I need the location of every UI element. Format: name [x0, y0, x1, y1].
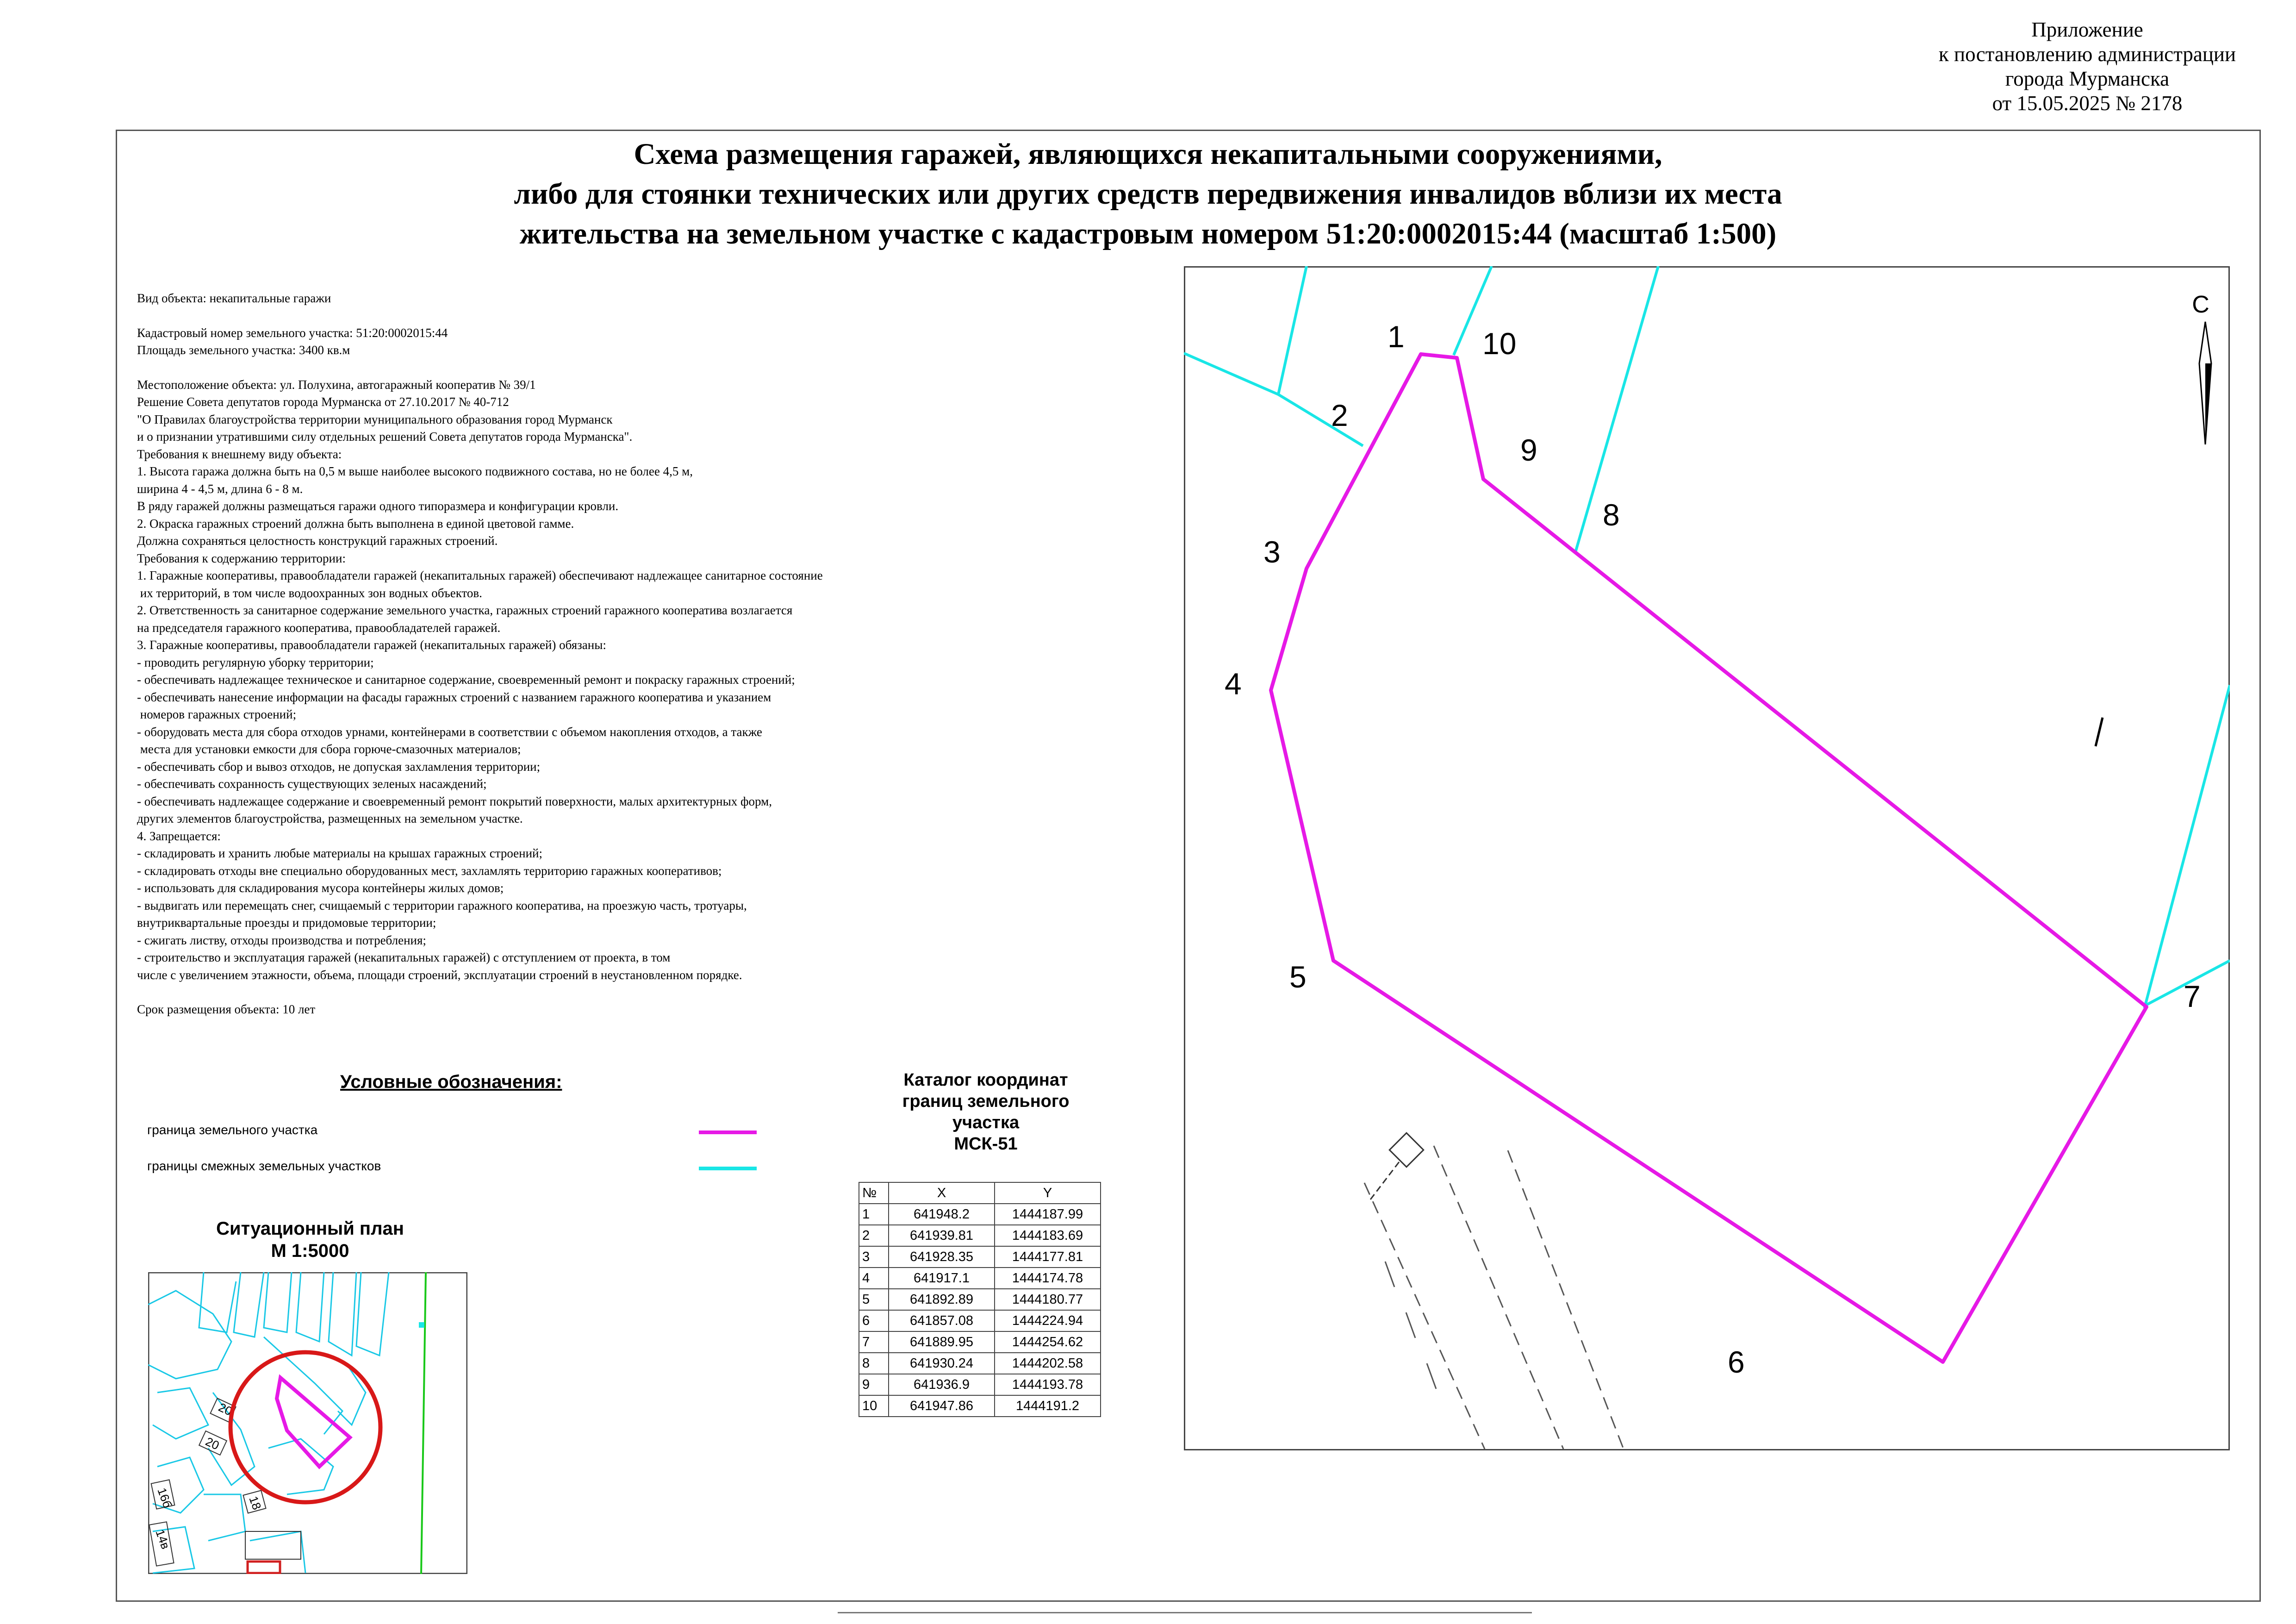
description-line: - обеспечивать сбор и вывоз отходов, не допуская захламления территории; [137, 759, 541, 774]
description-line [137, 984, 1086, 1001]
description-line: - складировать отходы вне специально оборудованных мест, захламлять территорию гаражных кооперативов; [137, 863, 722, 878]
catalog-title-line: МСК-51 [954, 1134, 1018, 1154]
y-coordinate-cell: 1444174.78 [995, 1268, 1101, 1289]
description-line: Срок размещения объекта: 10 лет [137, 1002, 316, 1016]
y-coordinate-cell: 1444187.99 [995, 1204, 1101, 1225]
description-line: их территорий, в том числе водоохранных зон водных объектов. [137, 586, 482, 600]
point-label-3: 3 [1263, 535, 1281, 569]
point-number-cell: 9 [859, 1374, 889, 1395]
description-line: ширина 4 - 4,5 м, длина 6 - 8 м. [137, 481, 303, 496]
appendix-line: города Мурманска [2005, 67, 2170, 90]
point-number-cell: 1 [859, 1204, 889, 1225]
situation-plan-title-line: Ситуационный план [216, 1218, 404, 1239]
point-label-5: 5 [1289, 960, 1307, 994]
point-number-cell: 4 [859, 1268, 889, 1289]
table-row [859, 1310, 1101, 1331]
coordinates-table [859, 1182, 1101, 1417]
situation-plan-label: 20 [203, 1434, 222, 1453]
legend-boundary-line [699, 1131, 757, 1134]
table-row [859, 1331, 1101, 1353]
point-number-cell: 10 [859, 1395, 889, 1417]
description-line: - строительство и эксплуатация гаражей (некапитальных гаражей) с отступлением от проекта, в том [137, 950, 671, 964]
description-line: Вид объекта: некапитальные гаражи [137, 291, 331, 305]
y-coordinate-cell: 1444193.78 [995, 1374, 1101, 1395]
x-coordinate-cell: 641917.1 [889, 1268, 995, 1289]
bottom-divider [838, 1612, 1532, 1613]
description-line: 2. Окраска гаражных строений должна быть выполнена в единой цветовой гамме. [137, 516, 574, 531]
point-label-2: 2 [1331, 398, 1348, 432]
description-line: - складировать и хранить любые материалы на крышах гаражных строений; [137, 846, 543, 860]
description-line: Решение Совета депутатов города Мурманска от 27.10.2017 № 40-712 [137, 395, 509, 409]
x-coordinate-cell: 641939.81 [889, 1225, 995, 1246]
appendix-line: от 15.05.2025 № 2178 [1992, 92, 2183, 115]
point-number-cell: 3 [859, 1246, 889, 1268]
y-coordinate-cell: 1444224.94 [995, 1310, 1101, 1331]
table-row [859, 1395, 1101, 1417]
point-label-10: 10 [1482, 326, 1517, 361]
legend-item-boundary: граница земельного участка [147, 1123, 318, 1137]
legend-title: Условные обозначения: [340, 1072, 562, 1092]
situation-plan-label: 16б [155, 1486, 175, 1510]
description-line: - проводить регулярную уборку территории; [137, 655, 374, 669]
point-label-7: 7 [2184, 979, 2201, 1013]
description-line: "О Правилах благоустройства территории муниципального образования город Мурманск [137, 412, 613, 426]
description-line: 2. Ответственность за санитарное содержание земельного участка, гаражных строений гаражного кооператива возлагается [137, 603, 793, 617]
table-row [859, 1204, 1101, 1225]
table-row [859, 1225, 1101, 1246]
y-coordinate-cell: 1444180.77 [995, 1289, 1101, 1310]
description-line: - обеспечивать надлежащее содержание и своевременный ремонт покрытий поверхности, малых архитектурных форм, [137, 794, 772, 808]
description-line: Местоположение объекта: ул. Полухина, автогаражный кооператив № 39/1 [137, 377, 536, 392]
x-coordinate-cell: 641857.08 [889, 1310, 995, 1331]
situation-plan-label: 18 [246, 1494, 264, 1512]
point-label-1: 1 [1388, 319, 1405, 354]
situation-plan-scale: М 1:5000 [271, 1241, 349, 1261]
title-line: Схема размещения гаражей, являющихся некапитальными сооружениями, [634, 137, 1662, 171]
x-coordinate-cell: 641928.35 [889, 1246, 995, 1268]
table-row [859, 1268, 1101, 1289]
document-title [0, 134, 2296, 254]
description-line: 3. Гаражные кооперативы, правообладатели гаражей (некапитальных гаражей) обязаны: [137, 638, 606, 652]
point-label-9: 9 [1520, 433, 1537, 467]
table-row [859, 1374, 1101, 1395]
table-header-row [859, 1182, 1101, 1204]
x-coordinate-cell: 641948.2 [889, 1204, 995, 1225]
title-line: жительства на земельном участке с кадастровым номером 51:20:0002015:44 (масштаб 1:500) [519, 217, 1777, 250]
x-coordinate-cell: 641892.89 [889, 1289, 995, 1310]
y-coordinate-cell: 1444183.69 [995, 1225, 1101, 1246]
point-number-cell: 5 [859, 1289, 889, 1310]
catalog-title-line: Каталог координат [903, 1070, 1068, 1090]
description-line: - использовать для складирования мусора контейнеры жилых домов; [137, 881, 504, 895]
description-line: 4. Запрещается: [137, 829, 221, 843]
column-header-y: Y [995, 1182, 1101, 1204]
description-line: 1. Высота гаража должна быть на 0,5 м выше наиболее высокого подвижного состава, но не более 4,5 м, [137, 464, 693, 478]
appendix-header [1879, 18, 2296, 116]
column-header-number: № [859, 1182, 889, 1204]
description-line: Требования к внешнему виду объекта: [137, 447, 342, 461]
description-line: - обеспечивать сохранность существующих зеленых насаждений; [137, 777, 487, 791]
table-row [859, 1353, 1101, 1374]
description-line: - сжигать листву, отходы производства и потребления; [137, 933, 426, 947]
situation-plan-title [167, 1218, 454, 1262]
legend-item-adjacent: границы смежных земельных участков [147, 1159, 381, 1173]
parcel-scheme-map [1184, 266, 2230, 1450]
description-line: Кадастровый номер земельного участка: 51:20:0002015:44 [137, 325, 448, 340]
situation-plan-label: 14в [153, 1527, 173, 1551]
description-line [137, 307, 1086, 325]
catalog-title-line: границ земельного [902, 1092, 1070, 1111]
description-line: числе с увеличением этажности, объема, площади строений, эксплуатации строений в неустановленном порядке. [137, 968, 742, 982]
map-frame [1185, 267, 2229, 1450]
description-line: Должна сохраняться целостность конструкций гаражных строений. [137, 534, 498, 548]
table-row [859, 1289, 1101, 1310]
situation-plan-marker [419, 1322, 424, 1328]
description-line: места для установки емкости для сбора горюче-смазочных материалов; [137, 742, 521, 756]
description-line: В ряду гаражей должны размещаться гаражи одного типоразмера и конфигурации кровли. [137, 499, 619, 513]
x-coordinate-cell: 641947.86 [889, 1395, 995, 1417]
north-label: С [2192, 291, 2209, 318]
x-coordinate-cell: 641936.9 [889, 1374, 995, 1395]
point-number-cell: 2 [859, 1225, 889, 1246]
description-line: и о признании утратившими силу отдельных решений Совета депутатов города Мурманска". [137, 430, 633, 443]
table-row [859, 1246, 1101, 1268]
catalog-title [870, 1069, 1101, 1155]
description-line: на председателя гаражного кооператива, правообладателей гаражей. [137, 620, 501, 635]
description-line: Площадь земельного участка: 3400 кв.м [137, 343, 350, 357]
description-line: внутриквартальные проезды и придомовые территории; [137, 916, 436, 930]
appendix-line: Приложение [2031, 18, 2143, 41]
description-line: других элементов благоустройства, размещенных на земельном участке. [137, 812, 523, 825]
y-coordinate-cell: 1444254.62 [995, 1331, 1101, 1353]
point-label-8: 8 [1603, 498, 1620, 532]
x-coordinate-cell: 641930.24 [889, 1353, 995, 1374]
y-coordinate-cell: 1444191.2 [995, 1395, 1101, 1417]
point-number-cell: 6 [859, 1310, 889, 1331]
column-header-x: X [889, 1182, 995, 1204]
point-label-4: 4 [1225, 667, 1242, 701]
appendix-line: к постановлению администрации [1938, 43, 2236, 66]
situation-plan-border [149, 1273, 467, 1574]
y-coordinate-cell: 1444177.81 [995, 1246, 1101, 1268]
description-line: - выдвигать или перемещать снег, счищаемый с территории гаражного кооператива, на проезжую часть, тротуары, [137, 898, 747, 912]
point-label-6: 6 [1728, 1345, 1745, 1379]
x-coordinate-cell: 641889.95 [889, 1331, 995, 1353]
description-line: 1. Гаражные кооперативы, правообладатели гаражей (некапитальных гаражей) обеспечивают надлежащее санитарное состояние [137, 568, 823, 582]
description-line: номеров гаражных строений; [137, 707, 297, 721]
title-line: либо для стоянки технических или других средств передвижения инвалидов вблизи их места [514, 177, 1782, 211]
y-coordinate-cell: 1444202.58 [995, 1353, 1101, 1374]
description-line: - обеспечивать надлежащее техническое и санитарное содержание, своевременный ремонт и покраску гаражных строений; [137, 673, 795, 687]
point-number-cell: 7 [859, 1331, 889, 1353]
description-line: Требования к содержанию территории: [137, 551, 346, 565]
point-number-cell: 8 [859, 1353, 889, 1374]
legend-adjacent-line [699, 1167, 757, 1170]
situation-plan-label: 20 [216, 1400, 235, 1418]
description-line [137, 359, 1086, 376]
description-line: - оборудовать места для сбора отходов урнами, контейнерами в соответствии с объемом накопления отходов, а также [137, 725, 762, 739]
description-line: - обеспечивать нанесение информации на фасады гаражных строений с названием гаражного кооператива и указанием [137, 690, 772, 704]
situation-plan [148, 1272, 467, 1574]
object-description [137, 290, 1086, 1018]
catalog-title-line: участка [952, 1113, 1020, 1132]
